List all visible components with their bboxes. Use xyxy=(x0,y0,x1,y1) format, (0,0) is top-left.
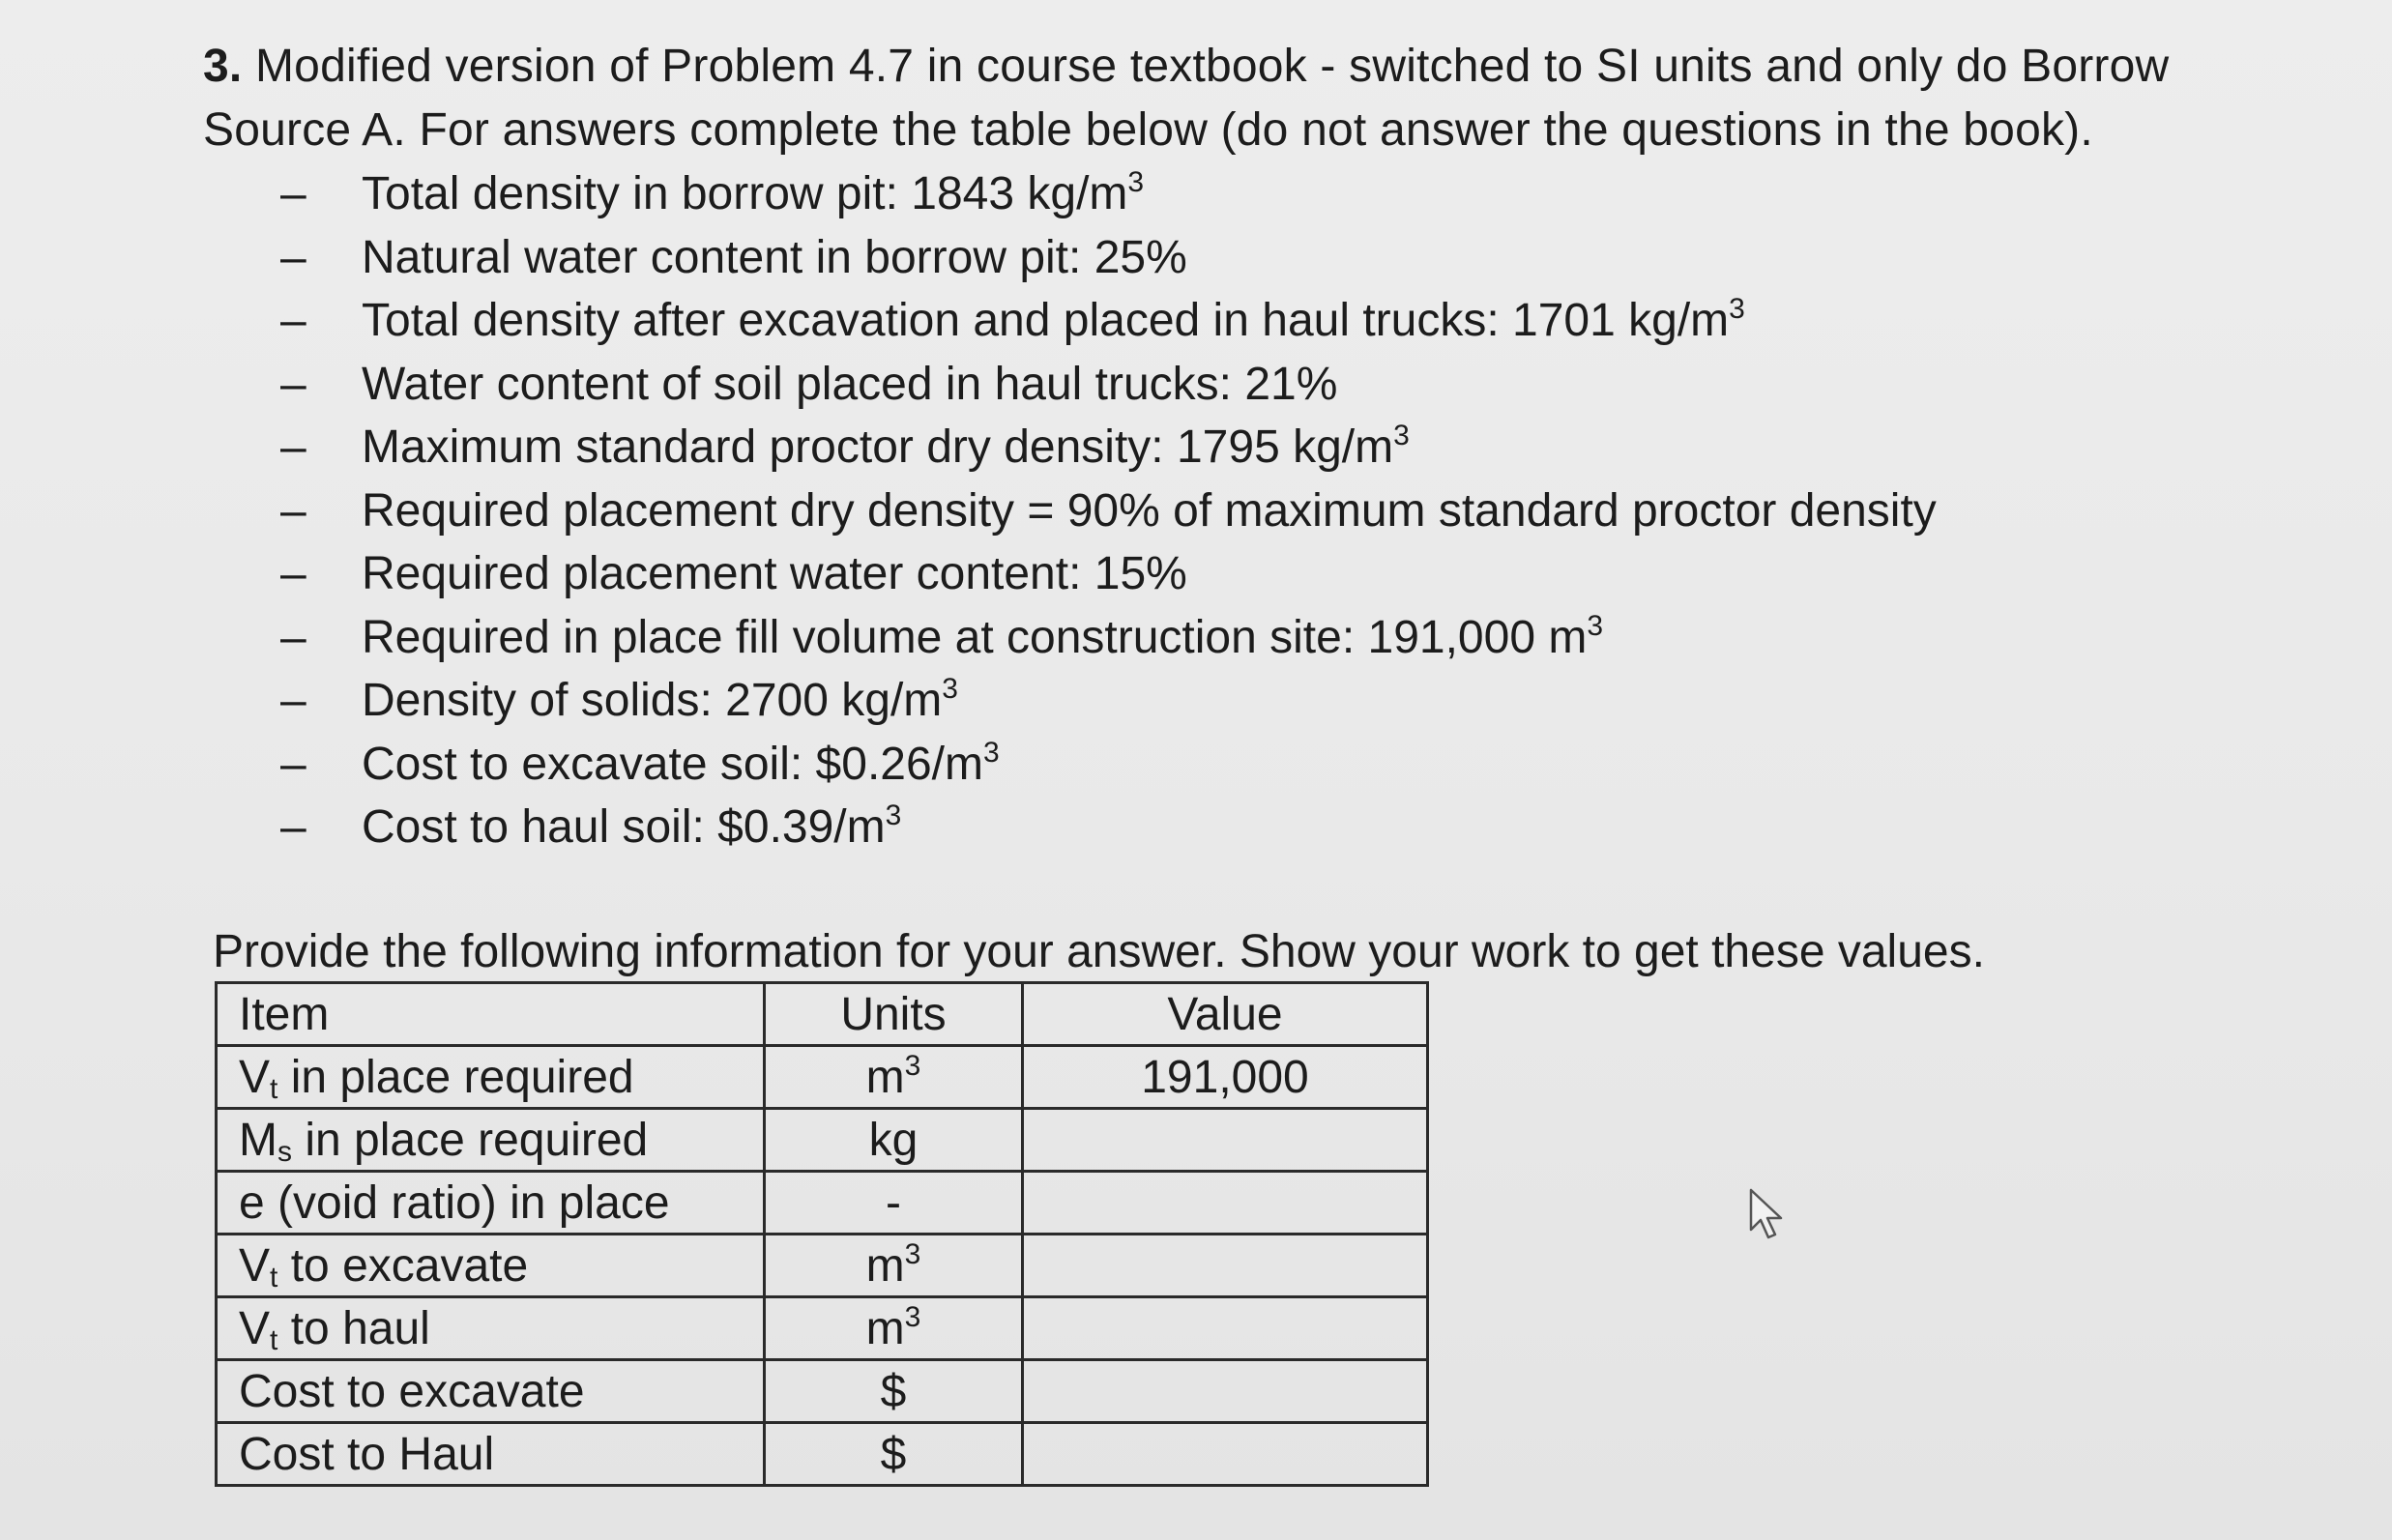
given-item xyxy=(280,733,2117,797)
given-item xyxy=(280,226,2117,290)
units-cell xyxy=(765,1109,1023,1172)
superscript: 3 xyxy=(1127,166,1145,198)
units-superscript: 3 xyxy=(904,1237,921,1270)
superscript: 3 xyxy=(885,799,902,831)
item-rest: to excavate xyxy=(277,1239,529,1292)
item-subscript: s xyxy=(277,1135,292,1168)
given-item xyxy=(280,353,2117,417)
item-cell xyxy=(217,1172,765,1235)
value-cell[interactable]: 191,000 xyxy=(1023,1046,1428,1109)
given-text: Required placement dry density = 90% of maximum standard proctor density xyxy=(362,484,1937,537)
given-item xyxy=(280,162,2117,226)
value-cell[interactable] xyxy=(1023,1172,1428,1235)
table-prompt: Provide the following information for your answer. Show your work to get these values. xyxy=(213,926,1985,977)
answer-table xyxy=(215,981,1429,1487)
item-cell xyxy=(217,1360,765,1423)
table-row xyxy=(217,1046,1428,1109)
header-units: Units xyxy=(765,983,1023,1046)
given-text: Cost to excavate soil: $0.26/m xyxy=(362,738,983,790)
list-dash: – xyxy=(280,421,306,473)
given-text: Required in place fill volume at construction site: 191,000 m xyxy=(362,611,1588,663)
value-cell[interactable] xyxy=(1023,1109,1428,1172)
item-rest: to haul xyxy=(277,1302,430,1354)
item-cell xyxy=(217,1235,765,1297)
mouse-pointer-icon xyxy=(1748,1187,1793,1243)
table-row xyxy=(217,1109,1428,1172)
table-row xyxy=(217,1172,1428,1235)
list-dash: – xyxy=(280,675,306,726)
given-data-list xyxy=(280,162,2117,859)
units-cell xyxy=(765,1235,1023,1297)
units-cell xyxy=(765,1423,1023,1486)
given-item xyxy=(280,796,2117,859)
units-main: $ xyxy=(880,1428,907,1480)
problem-number: 3. xyxy=(203,41,243,92)
table-row xyxy=(217,1423,1428,1486)
header-item: Item xyxy=(217,983,765,1046)
item-main: V xyxy=(239,1051,271,1103)
units-cell xyxy=(765,1360,1023,1423)
item-rest: in place required xyxy=(277,1051,634,1103)
superscript: 3 xyxy=(942,673,958,705)
given-text: Total density after excavation and placed in haul trucks: 1701 kg/m xyxy=(362,295,1730,346)
problem-statement xyxy=(203,35,2282,162)
item-main: e (void ratio) in place xyxy=(239,1177,670,1229)
given-item xyxy=(280,669,2117,733)
list-dash: – xyxy=(280,295,306,346)
units-main: kg xyxy=(868,1114,919,1166)
units-main: - xyxy=(886,1177,901,1229)
given-text: Natural water content in borrow pit: 25% xyxy=(362,231,1187,283)
list-dash: – xyxy=(280,231,306,283)
superscript: 3 xyxy=(1393,420,1410,451)
item-main: Cost to Haul xyxy=(239,1428,495,1480)
item-cell xyxy=(217,1109,765,1172)
units-superscript: 3 xyxy=(904,1049,921,1082)
given-text: Density of solids: 2700 kg/m xyxy=(362,675,943,726)
list-dash: – xyxy=(280,168,306,219)
given-text: Required placement water content: 15% xyxy=(362,548,1187,599)
superscript: 3 xyxy=(1587,609,1604,642)
item-subscript: t xyxy=(270,1323,278,1356)
given-item xyxy=(280,289,2117,353)
given-item xyxy=(280,416,2117,479)
item-cell xyxy=(217,1297,765,1360)
given-item xyxy=(280,479,2117,543)
units-superscript: 3 xyxy=(904,1300,921,1333)
units-main: $ xyxy=(880,1365,907,1417)
list-dash: – xyxy=(280,548,306,599)
item-subscript: t xyxy=(270,1261,278,1293)
superscript: 3 xyxy=(1729,293,1745,325)
header-value: Value xyxy=(1023,983,1428,1046)
item-main: Cost to excavate xyxy=(239,1365,585,1417)
item-main: M xyxy=(239,1114,277,1166)
list-dash: – xyxy=(280,738,306,790)
given-text: Cost to haul soil: $0.39/m xyxy=(362,801,886,853)
given-text: Water content of soil placed in haul trucks: 21% xyxy=(362,358,1338,410)
units-cell xyxy=(765,1297,1023,1360)
given-text: Maximum standard proctor dry density: 1795 kg/m xyxy=(362,421,1394,473)
given-item xyxy=(280,542,2117,606)
given-text: Total density in borrow pit: 1843 kg/m xyxy=(362,168,1128,219)
list-dash: – xyxy=(280,358,306,410)
units-cell xyxy=(765,1046,1023,1109)
value-cell[interactable] xyxy=(1023,1423,1428,1486)
value-cell[interactable] xyxy=(1023,1360,1428,1423)
units-cell xyxy=(765,1172,1023,1235)
value-cell[interactable] xyxy=(1023,1235,1428,1297)
value-cell[interactable] xyxy=(1023,1297,1428,1360)
table-row xyxy=(217,1235,1428,1297)
superscript: 3 xyxy=(982,736,1000,769)
table-row xyxy=(217,1297,1428,1360)
item-cell xyxy=(217,1423,765,1486)
table-header-row xyxy=(217,983,1428,1046)
units-main: m xyxy=(865,1239,905,1292)
item-subscript: t xyxy=(270,1072,278,1105)
given-item xyxy=(280,606,2117,670)
list-dash: – xyxy=(280,801,306,853)
item-rest: in place required xyxy=(291,1114,649,1166)
list-dash: – xyxy=(280,611,306,663)
units-main: m xyxy=(865,1302,905,1354)
list-dash: – xyxy=(280,484,306,537)
item-main: V xyxy=(239,1239,271,1292)
table-row xyxy=(217,1360,1428,1423)
units-main: m xyxy=(865,1051,905,1103)
problem-text: Modified version of Problem 4.7 in course textbook - switched to SI units and only do Borrow Source A. For answers complete the table below (do not answer the questions in the book). xyxy=(203,41,2170,156)
item-main: V xyxy=(239,1302,271,1354)
item-cell xyxy=(217,1046,765,1109)
